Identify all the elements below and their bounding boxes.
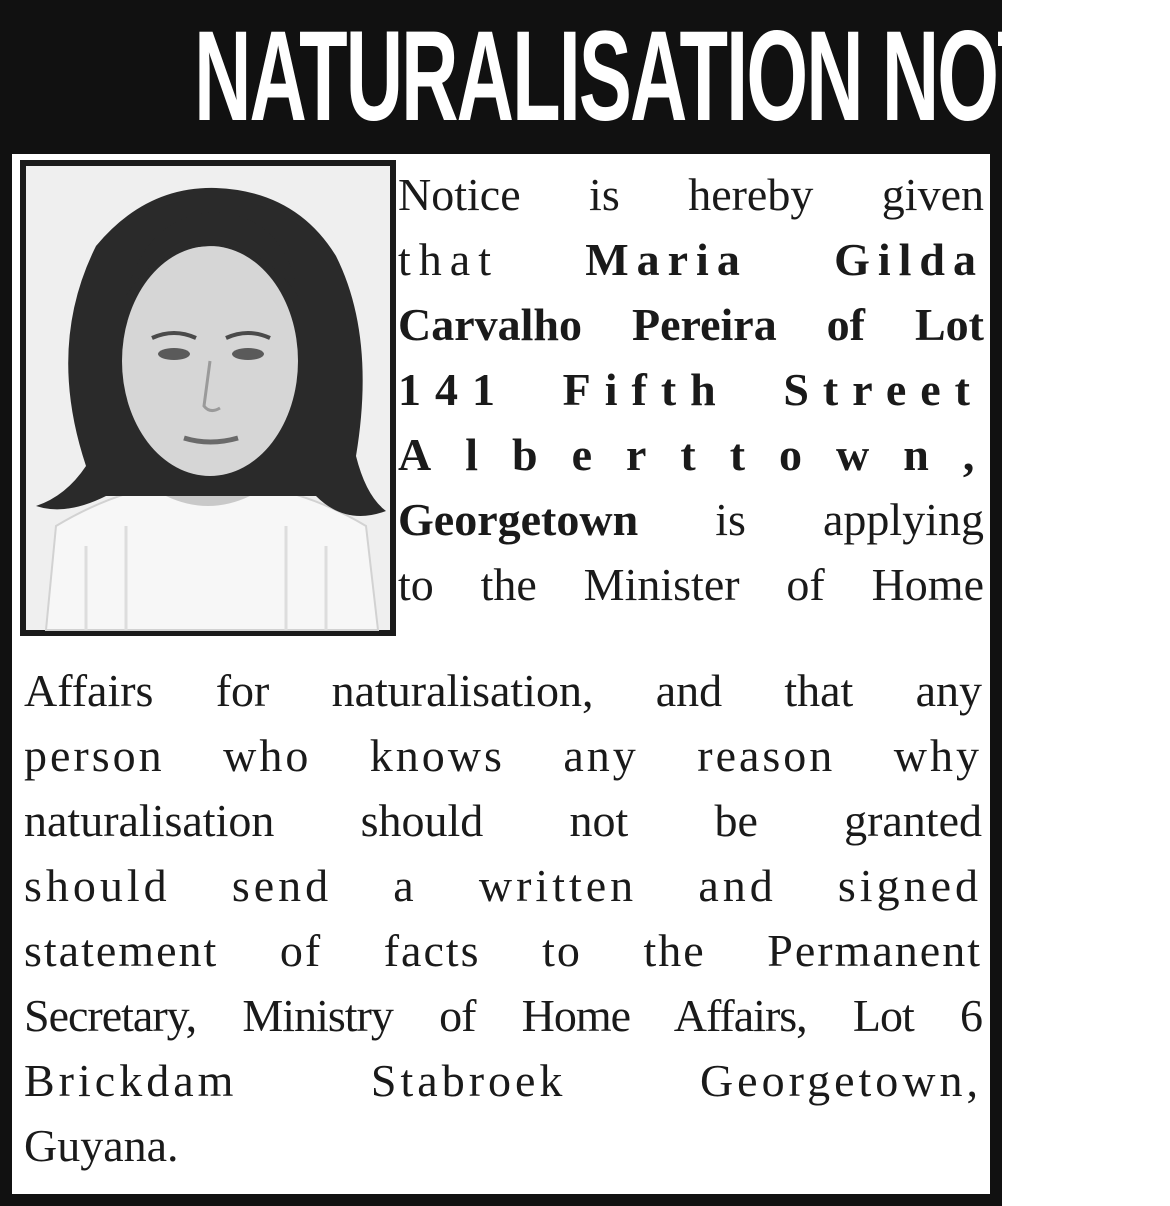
body-line: Brickdam Stabroek Georgetown, (24, 1055, 982, 1106)
body-line: Guyana. (24, 1120, 179, 1171)
portrait-photo (26, 166, 390, 630)
notice-intro-text (398, 162, 1009, 617)
body-line: should send a written and signed (24, 860, 982, 911)
intro-line: 141 Fifth Street (398, 364, 984, 415)
notice-body-text (24, 658, 982, 1178)
intro-line: Alberttown, (398, 429, 1009, 480)
body-line: person who knows any reason why (24, 730, 982, 781)
intro-line: that Maria Gilda (398, 234, 984, 285)
intro-line: Georgetown is applying (398, 494, 984, 545)
portrait-image (26, 166, 390, 630)
photo-frame (20, 160, 396, 636)
body-line: naturalisation should not be granted (24, 795, 982, 846)
intro-line: Carvalho Pereira of Lot (398, 299, 984, 350)
body-line: Affairs for naturalisation, and that any (24, 665, 982, 716)
body-line: statement of facts to the Permanent (24, 925, 982, 976)
intro-line: to the Minister of Home (398, 559, 984, 610)
notice-body (12, 154, 1009, 1194)
intro-line: Notice is hereby given (398, 169, 984, 220)
body-line: Secretary, Ministry of Home Affairs, Lot 6 (24, 990, 982, 1041)
notice-title: NATURALISATION NOTICE (194, 5, 1170, 148)
